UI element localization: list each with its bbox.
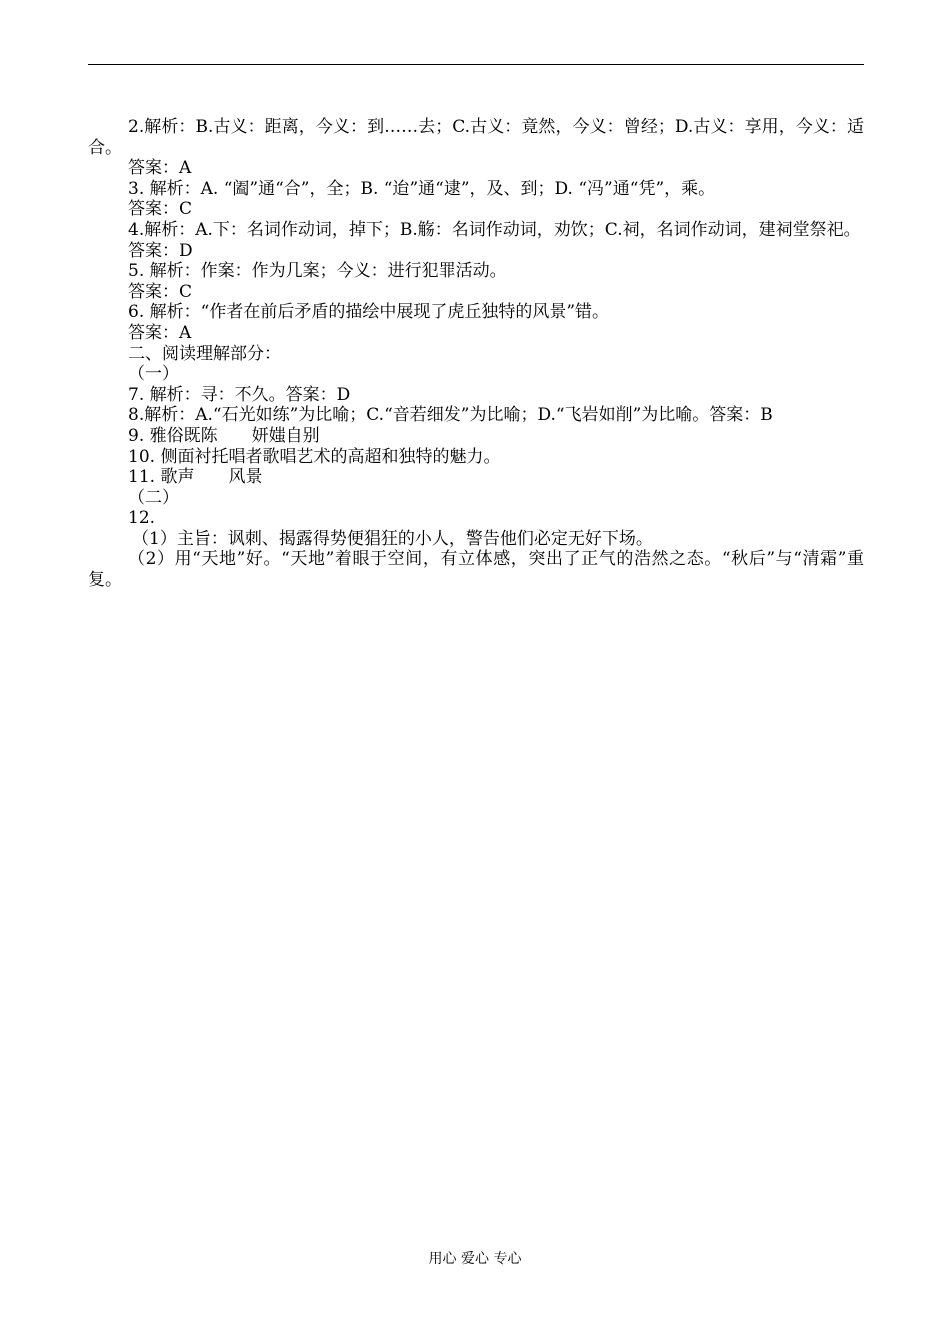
line-21: （2）用“天地”好。“天地”着眼于空间，有立体感，突出了正气的浩然之态。“秋后”与“清霜”重复。 xyxy=(88,549,864,591)
line-12: （一） xyxy=(128,364,179,385)
line-3: 3. 解析：A. “阖”通“合”，全；B. “迨”通“逮”，及、到；D. “冯”通“凭”，乘。 xyxy=(128,178,716,199)
line-6: 答案：D xyxy=(128,240,193,261)
line-18: （二） xyxy=(128,487,179,508)
line-16: 10. 侧面衬托唱者歌唱艺术的高超和独特的魅力。 xyxy=(128,446,501,467)
line-8: 答案：C xyxy=(128,281,193,302)
line-10: 答案：A xyxy=(128,322,192,343)
line-9: 6. 解析：“作者在前后矛盾的描绘中展现了虎丘独特的风景”错。 xyxy=(128,302,610,323)
line-2: 答案：A xyxy=(128,158,192,179)
page-footer: 用心 爱心 专心 xyxy=(428,1251,522,1267)
line-5: 4.解析：A.下：名词作动词，掉下；B.觞：名词作动词，劝饮；C.祠，名词作动词，建祠堂祭祀。 xyxy=(128,219,861,240)
line-19: 12. xyxy=(128,508,156,529)
header-rule xyxy=(88,64,864,65)
line-15: 9. 雅俗既陈 妍媸自别 xyxy=(128,425,320,446)
line-11: 二、阅读理解部分： xyxy=(128,343,281,364)
line-1: 2.解析：B.古义：距离，今义：到……去；C.古义：竟然，今义：曾经；D.古义：享用，今义：适合。 xyxy=(88,117,864,158)
line-4: 答案：C xyxy=(128,199,193,220)
answer-text xyxy=(88,117,864,591)
line-13: 7. 解析：寻：不久。答案：D xyxy=(128,384,351,405)
line-17: 11. 歌声 风景 xyxy=(128,467,263,488)
line-7: 5. 解析：作案：作为几案；今义：进行犯罪活动。 xyxy=(128,261,507,282)
line-14: 8.解析：A.“石光如练”为比喻；C.“音若细发”为比喻；D.“飞岩如削”为比喻。答案：B xyxy=(128,405,773,426)
line-20: （1）主旨：讽刺、揭露得势便猖狂的小人，警告他们必定无好下场。 xyxy=(132,528,653,549)
